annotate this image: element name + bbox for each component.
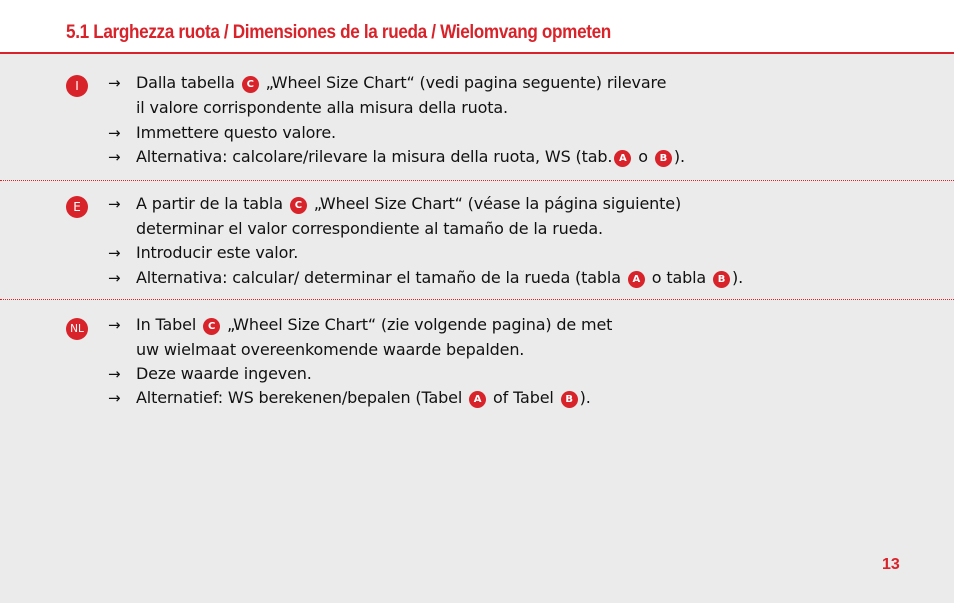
arrow-right-icon: → [108, 148, 121, 166]
instruction-step: → Alternativa: calcolare/rilevare la misura della ruota, WS (tab. A o B ). [108, 145, 685, 169]
arrow-right-icon: → [108, 244, 121, 262]
arrow-right-icon: → [108, 195, 121, 213]
page-header [0, 0, 954, 54]
dotted-divider [0, 180, 954, 181]
instruction-step: → In Tabel C „Wheel Size Chart“ (zie volgende pagina) de met [108, 313, 612, 337]
ref-a-icon: A [628, 271, 645, 288]
instruction-continuation: determinar el valor correspondiente al tamaño de la rueda. [136, 219, 603, 238]
arrow-right-icon: → [108, 74, 121, 92]
arrow-right-icon: → [108, 124, 121, 142]
arrow-right-icon: → [108, 365, 121, 383]
ref-b-icon: B [655, 150, 672, 167]
ref-a-icon: A [614, 150, 631, 167]
language-badge-italian: I [66, 75, 88, 97]
language-badge-dutch: NL [66, 318, 88, 340]
page-title: 5.1 Larghezza ruota / Dimensiones de la rueda / Wielomvang opmeten [66, 21, 611, 43]
instruction-step: → Deze waarde ingeven. [108, 362, 312, 386]
instruction-continuation: il valore corrispondente alla misura della ruota. [136, 98, 508, 117]
instruction-step: → Introducir este valor. [108, 241, 298, 265]
arrow-right-icon: → [108, 389, 121, 407]
instruction-step: → Alternatief: WS berekenen/bepalen (Tabel A of Tabel B ). [108, 386, 591, 410]
dotted-divider [0, 299, 954, 300]
ref-a-icon: A [469, 391, 486, 408]
instruction-step: → A partir de la tabla C „Wheel Size Chart“ (véase la página siguiente) [108, 192, 681, 216]
ref-c-icon: C [242, 76, 259, 93]
ref-c-icon: C [203, 318, 220, 335]
ref-b-icon: B [713, 271, 730, 288]
ref-b-icon: B [561, 391, 578, 408]
instruction-step: → Immettere questo valore. [108, 121, 336, 145]
language-badge-spanish: E [66, 196, 88, 218]
instruction-step: → Alternativa: calcular/ determinar el tamaño de la rueda (tabla A o tabla B ). [108, 266, 743, 290]
instruction-continuation: uw wielmaat overeenkomende waarde bepalden. [136, 340, 525, 359]
instruction-step: → Dalla tabella C „Wheel Size Chart“ (vedi pagina seguente) rilevare [108, 71, 666, 95]
page-number: 13 [882, 556, 900, 573]
arrow-right-icon: → [108, 269, 121, 287]
arrow-right-icon: → [108, 316, 121, 334]
ref-c-icon: C [290, 197, 307, 214]
